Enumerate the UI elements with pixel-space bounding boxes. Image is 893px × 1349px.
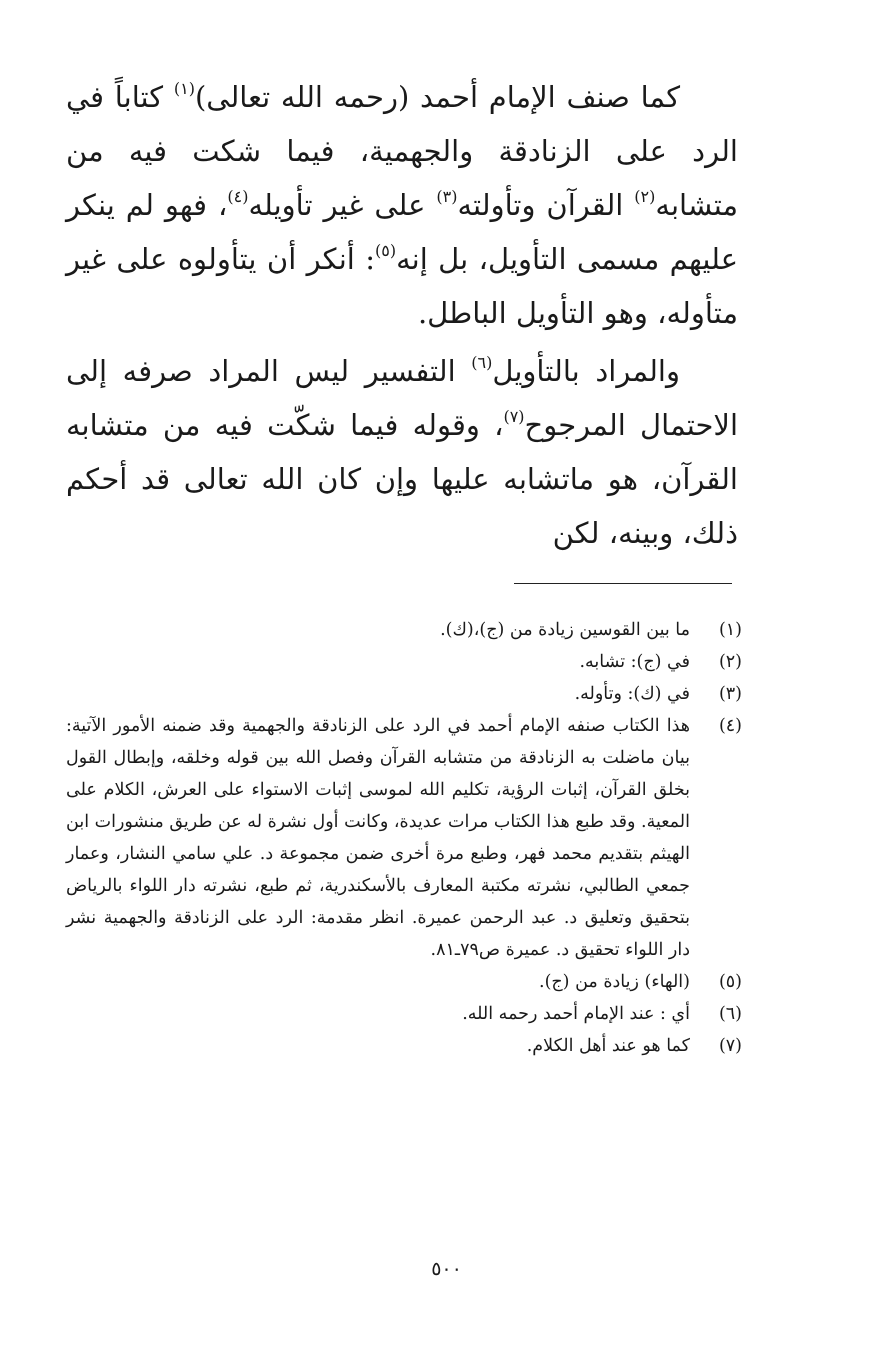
footnote-number: (٥): [718, 972, 742, 992]
footnote-4: [66, 710, 742, 966]
footnotes: [66, 614, 742, 1062]
footnote-ref-1: (١): [173, 79, 195, 99]
footnote-ref-3: (٣): [436, 187, 458, 207]
footnote-number: (١): [718, 620, 742, 640]
footnote-number: (٣): [718, 684, 742, 704]
footnote-number: (٤): [718, 716, 742, 736]
footnote-1: [66, 614, 742, 646]
footnote-separator: [514, 583, 732, 584]
paragraph-2: والمراد بالتأويل$^{(٦)}$ التفسير ليس المراد صرفه إلى الاحتمال المرجوح$^{(٧)}$، وقوله فيما شكّت فيه من متشابه القرآن، هو ماتشابه عليها وإن كان الله تعالى قد أحكم ذلك، وبينه، لكن: [66, 353, 739, 550]
page-number: ٥٠٠: [431, 1258, 462, 1280]
footnote-ref-6: (٦): [471, 353, 493, 373]
footnote-text: هذا الكتاب صنفه الإمام أحمد في الرد على الزنادقة والجهمية وقد ضمنه الأمور الآتية: بيان ماضلت به الزنادقة من متشابه القرآن وفصل الله بين قوله وخلقه، وإبطال القول بخلق القرآن، إثبات الرؤية، تكليم الله لموسى إثبات الاستواء على العرش، الكلام على المعية. وقد طبع هذا الكتاب مرات عديدة، وكانت أول نشرة له عن طريق منشورات ابن الهيثم بتقديم محمد فهر، وطبع مرة أخرى ضمن مجموعة د. علي سامي النشار، وعمار جمعي الطالبي، نشرته مكتبة المعارف بالأسكندرية، ثم طبع، نشرته دار اللواء بالرياض بتحقيق وتعليق د. عبد الرحمن عميرة. انظر مقدمة: الرد على الزنادقة والجهمية نشر دار اللواء تحقيق د. عميرة ص٧٩ـ٨١.: [66, 716, 690, 960]
footnote-text: أي : عند الإمام أحمد رحمه الله.: [462, 1004, 690, 1024]
footnote-number: (٧): [718, 1036, 742, 1056]
footnote-7: [66, 1030, 742, 1062]
footnote-6: [66, 998, 742, 1030]
footnote-ref-7: (٧): [503, 407, 525, 427]
paragraph-1: كما صنف الإمام أحمد (رحمه الله تعالى)$^{(١)}$ كتاباً في الرد على الزنادقة والجهمية، فيما شكت فيه من متشابه$^{(٢)}$ القرآن وتأولته$^{(٣)}$ على غير تأويله$^{(٤)}$، فهو لم ينكر عليهم مسمى التأويل، بل إنه$^{(٥)}$: أنكر أن يتأولوه على غير متأوله، وهو التأويل الباطل.: [66, 79, 739, 330]
footnote-5: [66, 966, 742, 998]
footnote-ref-4: (٤): [227, 187, 249, 207]
footnote-text: كما هو عند أهل الكلام.: [526, 1036, 690, 1056]
main-text: [66, 70, 738, 560]
footnote-text: في (ك): وتأوله.: [574, 684, 690, 704]
footnote-text: (الهاء) زيادة من (ج).: [539, 972, 690, 992]
footnote-ref-5: (٥): [375, 241, 397, 261]
footnote-ref-2: (٢): [634, 187, 656, 207]
footnote-number: (٦): [718, 1004, 742, 1024]
footnote-number: (٢): [718, 652, 742, 672]
footnote-3: [66, 678, 742, 710]
footnote-2: [66, 646, 742, 678]
footnote-text: في (ج): تشابه.: [579, 652, 690, 672]
footnote-text: ما بين القوسين زيادة من (ج)،(ك).: [440, 620, 690, 640]
